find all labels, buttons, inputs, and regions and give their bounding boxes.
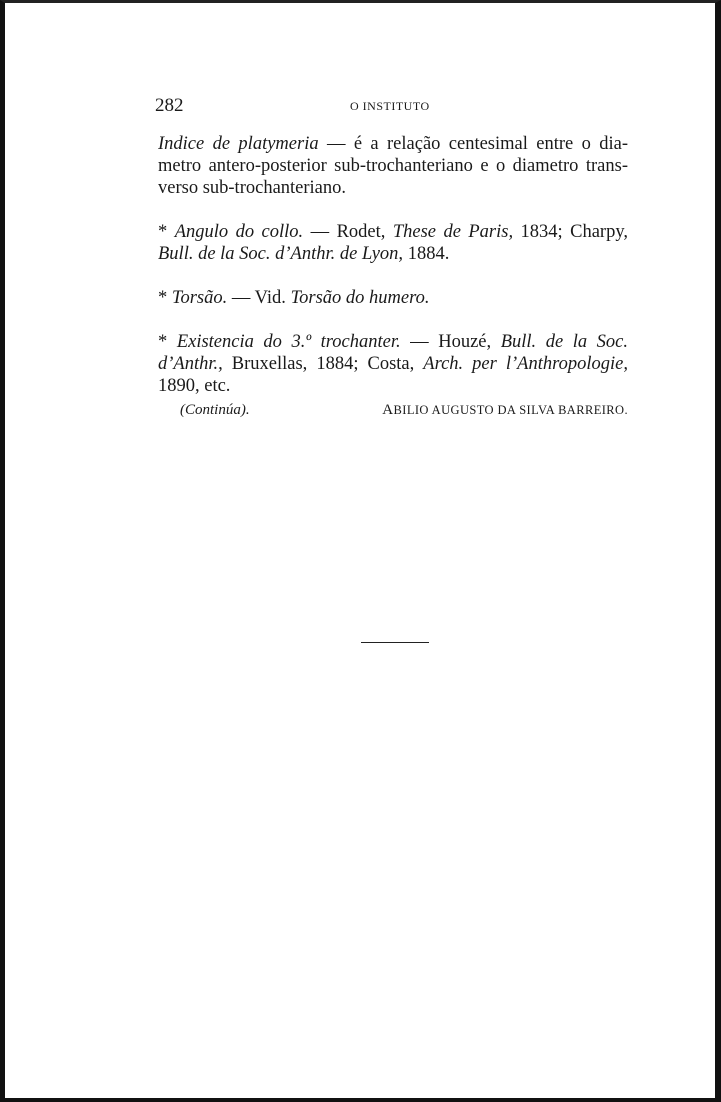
italic-run: Bull. de la Soc. (500, 332, 628, 352)
text-run: — Houzé, (400, 332, 501, 352)
text-line (158, 331, 628, 353)
text-line (158, 287, 628, 309)
italic-run: d’Anthr., (158, 354, 223, 374)
text-run: Bruxellas, 1884; Costa, (222, 354, 424, 374)
continued-label: (Continúa). (180, 402, 250, 418)
paragraph-platymeria (158, 133, 628, 199)
italic-run: These de Paris, (392, 222, 514, 242)
paragraph-trochanter (158, 331, 628, 397)
text-run: * (158, 222, 175, 242)
italic-run: Indice de platymeria (158, 134, 319, 154)
italic-run: Bull. de la Soc. d’Anthr. de Lyon, (158, 244, 404, 264)
closing-rule (361, 642, 429, 643)
page-body (158, 133, 628, 421)
text-run: — Rodet, (303, 222, 393, 242)
text-run: verso sub-trochanteriano. (158, 178, 347, 198)
paragraph-torsao (158, 287, 628, 309)
page-header (155, 95, 625, 119)
italic-run: Existencia do 3.º trochanter. (176, 332, 401, 352)
text-run: metro antero-posterior sub-trochanteriano e o diametro trans- (158, 156, 628, 176)
italic-run: Torsão do humero. (290, 288, 430, 308)
text-run: 1890, etc. (158, 376, 231, 396)
italic-run: Angulo do collo. (174, 222, 304, 242)
italic-run: Torsão. (171, 288, 228, 308)
text-line (158, 155, 628, 177)
text-run: * (158, 288, 172, 308)
text-run: — Vid. (227, 288, 291, 308)
running-title: O INSTITUTO (350, 99, 430, 113)
text-line (158, 177, 628, 199)
author-signature: ABILIO AUGUSTO DA SILVA BARREIRO. (382, 402, 628, 418)
italic-run: Arch. per l’Anthropologie, (423, 354, 628, 374)
text-line (158, 221, 628, 243)
text-line (158, 133, 628, 155)
paragraph-angulo-collo (158, 221, 628, 265)
signature-line (158, 399, 628, 421)
page-number: 282 (155, 95, 184, 116)
text-run: 1834; Charpy, (513, 222, 628, 242)
text-line (158, 375, 628, 397)
text-line (158, 243, 628, 265)
text-run: * (158, 332, 177, 352)
text-run: 1884. (403, 244, 450, 264)
text-run: — é a relação centesimal entre o dia- (318, 134, 628, 154)
text-line (158, 353, 628, 375)
